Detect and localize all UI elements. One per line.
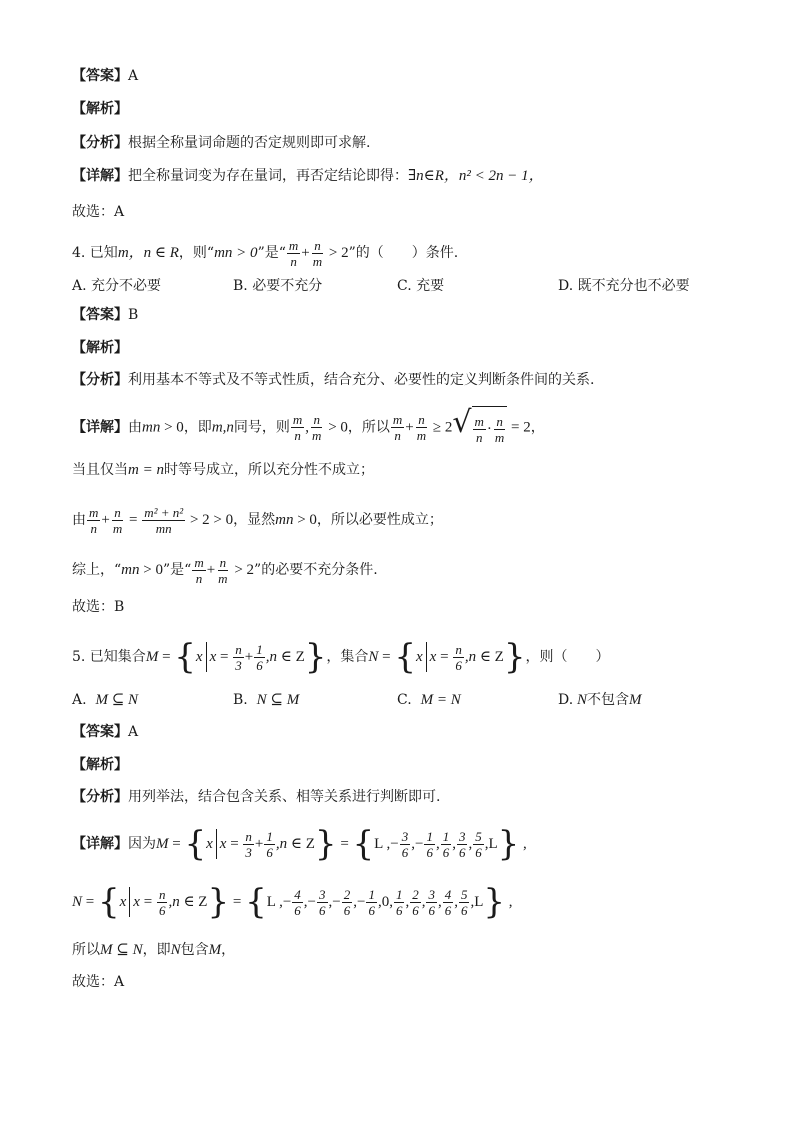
q5-option-b: B. N ⊆ M: [233, 692, 300, 708]
q4-line2: 当且仅当m = n时等号成立，所以充分性不成立；: [72, 462, 374, 478]
q3-answer-line: [72, 66, 138, 86]
q4-answer-line: [72, 305, 138, 325]
fenxi-tag: 【分析】: [72, 372, 128, 388]
q5-stem-suffix: ，则（ ）: [525, 649, 610, 665]
q4-fenxi-line: [72, 370, 594, 390]
analysis-tag: 【解析】: [72, 340, 128, 356]
xiangjie-tag: 【详解】: [72, 836, 128, 852]
q4-stem-suffix: ”的（ ）条件.: [348, 245, 459, 261]
q3-fenxi-line: [72, 133, 370, 153]
fenxi-tag: 【分析】: [72, 135, 128, 151]
q5-stem-mid: ，集合: [326, 649, 369, 665]
xiangjie-tag: 【详解】: [72, 419, 128, 436]
q5-so-a: 所以: [72, 942, 100, 958]
q4-stem: 4. 已知m，n ∈ R，则“mn > 0”是“ $\frac{m}{n}$ + $\frac{n}{m}$ > 2”的（ ）条件.: [72, 237, 459, 269]
q4-line3: 由 $\frac{m}{n}$ + $\frac{n}{m}$ = $\frac{\text{m² + n²}}{mn}$ > 2 > 0，显然mn > 0，所以必要性成立；: [72, 504, 443, 536]
q4-stem-is: ”是“: [257, 245, 286, 261]
q3-analysis-tag: [72, 99, 128, 119]
q5-option-a: A. M ⊆ N: [72, 692, 139, 708]
sqrt-expression: √ $\frac{m}{n}$ · $\frac{n}{m}$: [452, 406, 507, 449]
q4-analysis-tag: [72, 338, 128, 358]
q5-so-line: 所以M ⊆ N，即N包含M，: [72, 942, 236, 958]
answer-tag: 【答案】: [72, 68, 128, 84]
q5-xiangjie-line2: N = {x x = $\frac{n}{6}$ ,n ∈ Z} = {L ,− $\frac{4}{6}$ ,− $\frac{3}{6}$ ,− $\frac{2}{6}$ ,− $\frac{1}{6}$ ,0, $\frac{1}{6}$ , $\frac{2}{6}$ , $\frac{3}{6}$ , $\frac{4}{6}$ , $\frac{5}{6}$ ,L} ,: [72, 882, 513, 922]
q4-conclusion: 故选：B: [72, 599, 125, 615]
q5-xiangjie-line1: 【详解】因为M = {x x = $\frac{n}{3}$ + $\frac{1}{6}$ ,n ∈ Z} = {L ,− $\frac{3}{6}$ ,− $\frac{1}{6}$ , $\frac{1}{6}$ , $\frac{3}{6}$ , $\frac{5}{6}$ ,L} ,: [72, 824, 527, 864]
q4-line2-b: 时等号成立，所以充分性不成立；: [163, 462, 374, 478]
q5-conclusion: 故选：A: [72, 974, 125, 990]
answer-value: A: [128, 724, 139, 740]
frac-m-over-n: $\frac{m}{n}$: [392, 412, 403, 443]
q5-analysis-tag: [72, 755, 128, 775]
q4-option-d: D. 既不充分也不必要: [558, 278, 690, 294]
frac-n-over-m: $\frac{n}{m}$: [312, 412, 322, 443]
fenxi-text: 根据全称量词命题的否定规则即可求解.: [128, 135, 371, 151]
answer-value: A: [128, 68, 139, 84]
q4-option-a: A. 充分不必要: [72, 278, 162, 294]
frac-m-over-n: $\frac{m}{n}$: [292, 412, 303, 443]
frac-m-over-n: $\frac{m}{n}$: [288, 237, 299, 269]
q4-d5: ，: [530, 419, 545, 436]
q4-line4-b: ”是“: [162, 562, 192, 578]
xiangjie-math: ∃n∈R，n² < 2n − 1，: [408, 168, 544, 184]
q4-stem-vars: m，n ∈ R: [117, 245, 179, 261]
fenxi-text: 用列举法，结合包含关系、相等关系进行判断即可.: [128, 789, 441, 805]
q4-line3-a: 由: [72, 512, 86, 528]
q4-d2: ，即: [183, 419, 212, 436]
q4-stem-prefix: 4. 已知: [72, 245, 118, 261]
q5-so-b: ，即: [142, 942, 171, 958]
q5-option-d: D. N不包含M: [558, 692, 642, 708]
q4-stem-mid: ，则“: [178, 245, 215, 261]
analysis-tag: 【解析】: [72, 101, 128, 117]
q5-answer-line: [72, 722, 138, 742]
q3-conclusion: 故选：A: [72, 204, 125, 220]
q5-so-c: 包含: [180, 942, 209, 958]
frac-n-over-m: $\frac{n}{m}$: [416, 412, 427, 443]
q3-xiangjie-line: [72, 166, 544, 186]
analysis-tag: 【解析】: [72, 757, 128, 773]
q4-line3-b: ，显然: [233, 512, 276, 528]
answer-tag: 【答案】: [72, 724, 128, 740]
fenxi-text: 利用基本不等式及不等式性质，结合充分、必要性的定义判断条件间的关系.: [128, 372, 595, 388]
answer-tag: 【答案】: [72, 307, 128, 323]
xiangjie-text: 把全称量词变为存在量词，再否定结论即得：: [128, 168, 408, 184]
q4-d3: 同号，则: [233, 419, 290, 436]
fenxi-tag: 【分析】: [72, 789, 128, 805]
q5-stem: 5. 已知集合M = {x x = $\frac{n}{3}$ + $\frac{1}{6}$ ,n ∈ Z}，集合N = {x x = $\frac{n}{6}$ ,n ∈ Z}，则（ ）: [72, 637, 610, 677]
frac-sum-squares: $\frac{\text{m² + n²}}{mn}$: [144, 504, 184, 536]
xiangjie-tag: 【详解】: [72, 168, 128, 184]
q4-option-c: C. 充要: [397, 278, 445, 294]
q5-fenxi-line: [72, 787, 440, 807]
q4-d4: ，所以: [347, 419, 390, 436]
q5-option-c: C. M = N: [397, 692, 461, 708]
q4-line4-a: 综上，“: [72, 562, 122, 578]
answer-value: B: [128, 307, 139, 323]
q5-because: 因为: [128, 836, 156, 852]
q4-stem-cond: mn > 0: [214, 245, 258, 261]
q4-xiangjie-line: 【详解】由mn > 0，即m,n同号，则 $\frac{m}{n}$ , $\frac{n}{m}$ > 0，所以 $\frac{m}{n}$ + $\frac{n}{m}$ ≥ 2 √ $\frac{m}{n}$ · $\frac{n}{m}$ = 2，: [72, 406, 545, 449]
q4-line4: 综上，“mn > 0”是“ $\frac{m}{n}$ + $\frac{n}{m}$ > 2”的必要不充分条件.: [72, 554, 378, 586]
q4-option-b: B. 必要不充分: [233, 278, 323, 294]
q4-line4-c: ”的必要不充分条件.: [254, 562, 378, 578]
q4-line3-c: ，所以必要性成立；: [316, 512, 443, 528]
frac-n-over-m: $\frac{n}{m}$: [312, 237, 323, 269]
q4-line2-a: 当且仅当: [72, 462, 128, 478]
q4-d1: 由: [128, 419, 142, 436]
q5-stem-prefix: 5. 已知集合: [72, 649, 146, 665]
